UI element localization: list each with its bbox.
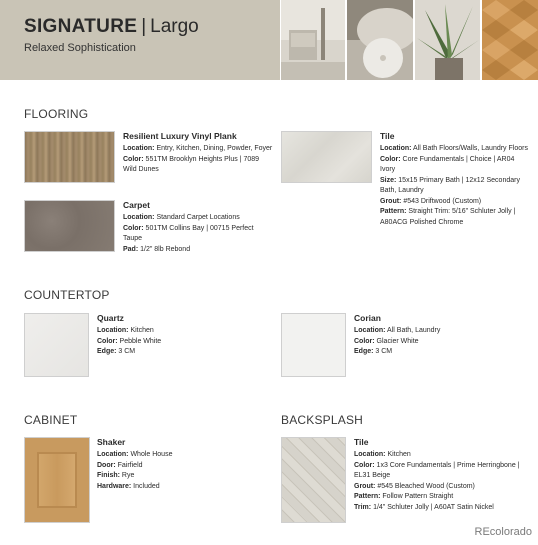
cabinet-finish-label: Finish: bbox=[97, 472, 120, 479]
cabinet-name: Shaker bbox=[97, 437, 126, 447]
cabinet-door: Fairfield bbox=[115, 461, 143, 469]
backsplash-grout: #545 Bleached Wood (Custom) bbox=[375, 482, 475, 490]
lvp-color: 551TM Brooklyn Heights Plus | 7089 Wild Dunes bbox=[123, 155, 260, 173]
lvp-location: Entry, Kitchen, Dining, Powder, Foyer bbox=[154, 145, 273, 152]
section-title-cabinet: CABINET bbox=[24, 413, 78, 427]
cabinet-finish: Rye bbox=[119, 472, 135, 479]
corian-color: Glacier White bbox=[374, 337, 419, 345]
title-rest: Largo bbox=[150, 16, 199, 37]
cabinet-swatch bbox=[24, 437, 90, 523]
backsplash-pattern: Follow Pattern Straight bbox=[380, 493, 454, 500]
header-photo-plant bbox=[415, 0, 480, 80]
tile-size: 15x15 Primary Bath | 12x12 Secondary Bath, Laundry bbox=[380, 176, 520, 194]
tile-pattern: Straight Trim: 5/16" Schluter Jolly | A80ACG Polished Chrome bbox=[380, 208, 516, 226]
backsplash-grout-label: Grout: bbox=[354, 482, 376, 490]
tile-grout: #543 Driftwood (Custom) bbox=[401, 197, 482, 205]
backsplash-color: 1x3 Core Fundamentals | Prime Herringbone | EL31 Beige bbox=[354, 461, 520, 479]
backsplash-tile bbox=[354, 437, 526, 513]
backsplash-trim-label: Trim: bbox=[354, 503, 372, 511]
tile-size-label: Size: bbox=[380, 176, 397, 184]
lvp-swatch bbox=[24, 131, 115, 183]
cabinet-hardware-label: Hardware: bbox=[97, 482, 132, 490]
tagline: Relaxed Sophistication bbox=[24, 42, 136, 54]
watermark: REcolorado bbox=[474, 526, 532, 538]
title-bold: SIGNATURE bbox=[24, 16, 138, 37]
carpet-name: Carpet bbox=[123, 200, 150, 210]
lvp-name: Resilient Luxury Vinyl Plank bbox=[123, 131, 237, 141]
backsplash-pattern-label: Pattern: bbox=[354, 493, 381, 500]
backsplash-trim: 1/4" Schluter Jolly | A60AT Satin Nickel bbox=[371, 503, 494, 511]
cabinet-hardware: Included bbox=[131, 482, 160, 490]
section-title-backsplash: BACKSPLASH bbox=[281, 413, 364, 427]
quartz-name: Quartz bbox=[97, 313, 124, 323]
header-photo-living bbox=[281, 0, 345, 80]
quartz-location: Kitchen bbox=[128, 327, 154, 334]
carpet-swatch bbox=[24, 200, 115, 252]
quartz-color: Pebble White bbox=[117, 337, 162, 345]
flooring-lvp bbox=[123, 131, 273, 176]
tile-name: Tile bbox=[380, 131, 395, 141]
countertop-quartz bbox=[97, 313, 247, 358]
backsplash-location-label: Location: bbox=[354, 451, 386, 458]
carpet-color: 501TM Collins Bay | 00715 Perfect Taupe bbox=[123, 224, 254, 242]
quartz-edge: 3 CM bbox=[116, 348, 136, 355]
cabinet-shaker bbox=[97, 437, 247, 492]
backsplash-color-label: Color: bbox=[354, 461, 375, 469]
quartz-swatch bbox=[24, 313, 89, 377]
header-band bbox=[0, 0, 280, 80]
carpet-pad: 1/2" 8lb Rebond bbox=[138, 245, 191, 253]
flooring-carpet bbox=[123, 200, 273, 255]
section-title-flooring: FLOORING bbox=[24, 107, 89, 121]
quartz-location-label: Location: bbox=[97, 327, 129, 334]
cabinet-location-label: Location: bbox=[97, 451, 129, 458]
carpet-location: Standard Carpet Locations bbox=[154, 214, 240, 221]
corian-name: Corian bbox=[354, 313, 381, 323]
lvp-location-label: Location: bbox=[123, 145, 155, 152]
section-title-countertop: COUNTERTOP bbox=[24, 288, 110, 302]
title-separator: | bbox=[141, 16, 147, 37]
corian-swatch bbox=[281, 313, 346, 377]
tile-swatch bbox=[281, 131, 372, 183]
backsplash-swatch bbox=[281, 437, 346, 523]
tile-color: Core Fundamentals | Choice | AR04 Ivory bbox=[380, 155, 515, 173]
tile-grout-label: Grout: bbox=[380, 197, 402, 205]
corian-location-label: Location: bbox=[354, 327, 386, 334]
carpet-color-label: Color: bbox=[123, 224, 144, 232]
lvp-color-label: Color: bbox=[123, 155, 144, 163]
countertop-corian bbox=[354, 313, 504, 358]
backsplash-name: Tile bbox=[354, 437, 369, 447]
tile-location-label: Location: bbox=[380, 145, 412, 152]
cabinet-location: Whole House bbox=[128, 451, 173, 458]
header bbox=[0, 0, 538, 80]
corian-edge-label: Edge: bbox=[354, 348, 374, 355]
carpet-location-label: Location: bbox=[123, 214, 155, 221]
tile-pattern-label: Pattern: bbox=[380, 208, 407, 215]
cabinet-door-panel bbox=[37, 452, 77, 508]
corian-color-label: Color: bbox=[354, 337, 375, 345]
quartz-edge-label: Edge: bbox=[97, 348, 117, 355]
header-photo-pillow bbox=[347, 0, 413, 80]
cabinet-door-label: Door: bbox=[97, 461, 116, 469]
quartz-color-label: Color: bbox=[97, 337, 118, 345]
tile-color-label: Color: bbox=[380, 155, 401, 163]
tile-location: All Bath Floors/Walls, Laundry Floors bbox=[411, 145, 528, 152]
backsplash-location: Kitchen bbox=[385, 451, 411, 458]
carpet-pad-label: Pad: bbox=[123, 245, 139, 253]
corian-location: All Bath, Laundry bbox=[385, 327, 441, 334]
header-photo-wood bbox=[482, 0, 538, 80]
page-title bbox=[24, 16, 199, 38]
corian-edge: 3 CM bbox=[373, 348, 393, 355]
flooring-tile bbox=[380, 131, 528, 228]
